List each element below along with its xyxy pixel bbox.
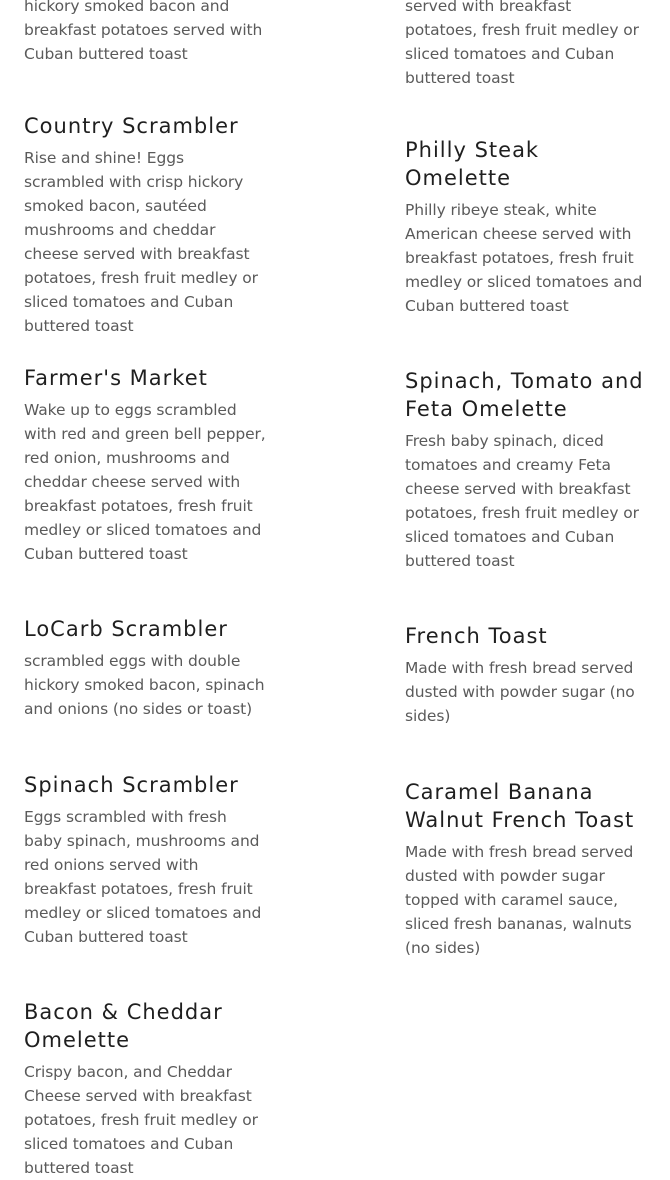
menu-item-philly-steak-omelette (405, 136, 647, 318)
menu-item-description-fragment: served with breakfast potatoes, fresh fruit medley or sliced tomatoes and Cuban buttered toast (405, 0, 639, 87)
menu-item-title: LoCarb Scrambler (24, 617, 228, 641)
menu-item-caramel-banana-walnut-french-toast (405, 778, 647, 960)
menu-item-title: Spinach, Tomato and Feta Omelette (405, 369, 644, 421)
menu-item-title: Philly Steak Omelette (405, 138, 540, 190)
menu-item-description: Made with fresh bread served dusted with powder sugar topped with caramel sauce, sliced fresh bananas, walnuts (no sides) (405, 843, 634, 957)
menu-item-bacon-cheddar-omelette (24, 998, 266, 1180)
menu-item-description: Eggs scrambled with fresh baby spinach, mushrooms and red onions served with breakfast potatoes, fresh fruit medley or sliced tomatoes and Cuban buttered toast (24, 808, 262, 946)
menu-item-description-fragment: hickory smoked bacon and breakfast potatoes served with Cuban buttered toast (24, 0, 263, 63)
menu-item-description: Wake up to eggs scrambled with red and green bell pepper, red onion, mushrooms and cheddar cheese served with breakfast potatoes, fresh fruit medley or sliced tomatoes and Cuban buttered toast (24, 401, 266, 563)
menu-item-locarb-scrambler (24, 615, 266, 721)
menu-item-title: Spinach Scrambler (24, 773, 239, 797)
menu-item-farmers-market (24, 364, 266, 566)
menu-item-spinach-scrambler (24, 771, 266, 949)
menu-item-spinach-tomato-feta-omelette (405, 367, 647, 573)
menu-item-description: Philly ribeye steak, white American cheese served with breakfast potatoes, fresh fruit medley or sliced tomatoes and Cuban buttered toast (405, 201, 643, 315)
menu-item-title: Bacon & Cheddar Omelette (24, 1000, 223, 1052)
menu-item-country-scrambler (24, 112, 266, 338)
menu-item-description: scrambled eggs with double hickory smoked bacon, spinach and onions (no sides or toast) (24, 652, 265, 718)
menu-item-description: Made with fresh bread served dusted with powder sugar (no sides) (405, 659, 635, 725)
menu-item-french-toast (405, 622, 647, 728)
menu-item-title: Country Scrambler (24, 114, 239, 138)
menu-item-title: French Toast (405, 624, 548, 648)
menu-item-description: Fresh baby spinach, diced tomatoes and creamy Feta cheese served with breakfast potatoes, fresh fruit medley or sliced tomatoes and Cuban buttered toast (405, 432, 639, 570)
menu-item-title: Farmer's Market (24, 366, 208, 390)
menu-item-title: Caramel Banana Walnut French Toast (405, 780, 635, 832)
menu-item-description: Rise and shine! Eggs scrambled with crisp hickory smoked bacon, sautéed mushrooms and cheddar cheese served with breakfast potatoes, fresh fruit medley or sliced tomatoes and Cuban buttered toast (24, 149, 258, 335)
menu-item-description: Crispy bacon, and Cheddar Cheese served with breakfast potatoes, fresh fruit medley or sliced tomatoes and Cuban buttered toast (24, 1063, 258, 1177)
